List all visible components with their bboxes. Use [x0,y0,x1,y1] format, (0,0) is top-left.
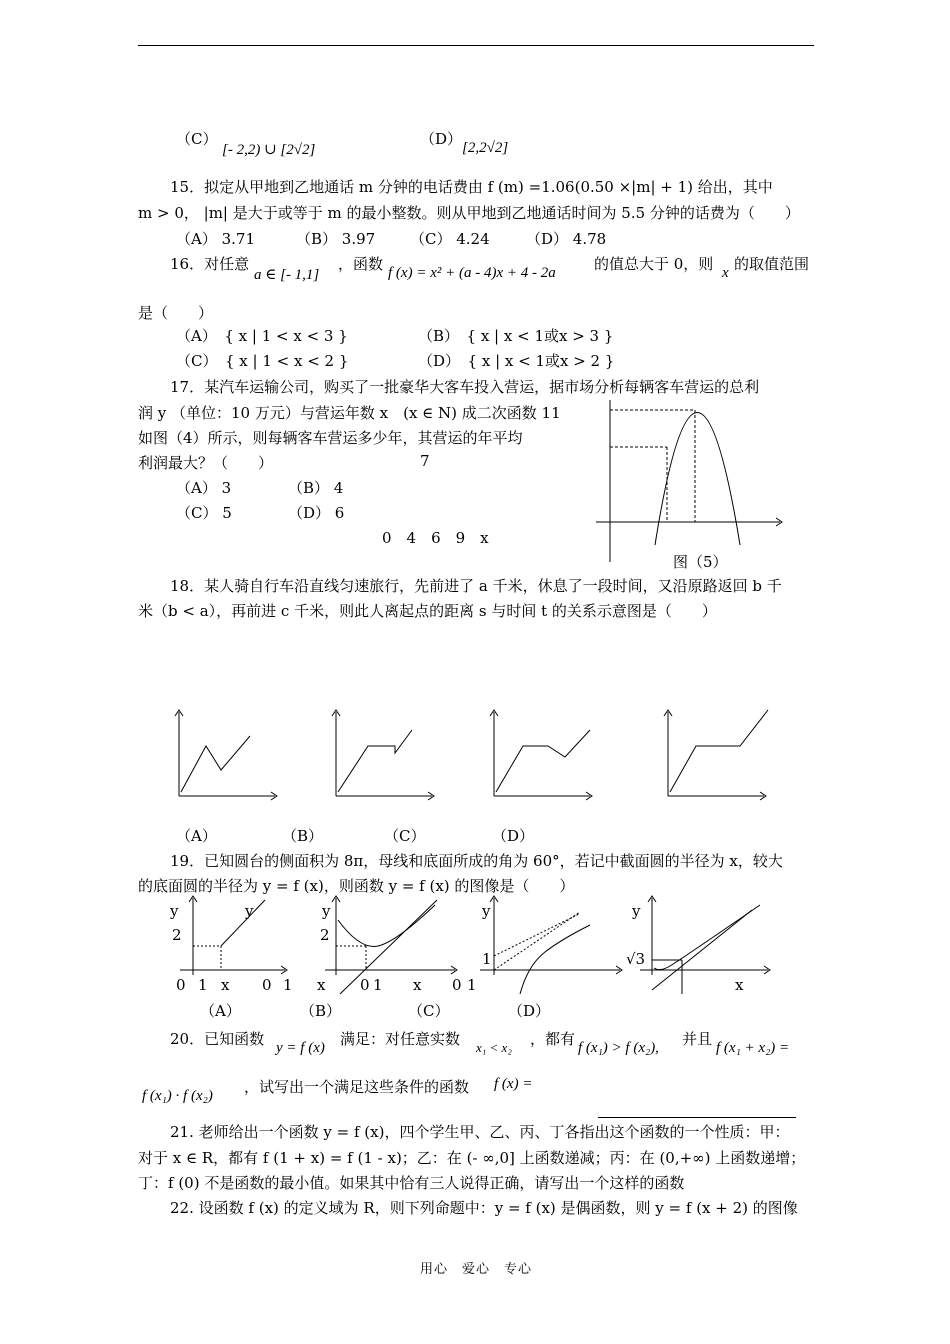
q14-option-c-expr: [- 2,2) ∪ [2√2] [222,142,316,158]
q17-option-a: （A） 3 [176,479,232,497]
q17-axis-labels: 0 4 6 9 x [382,529,489,547]
q19-label-d: （D） [508,1002,551,1020]
q16-option-d: （D） { x | x < 1或x > 2 } [418,352,615,370]
q19-line1: 19．已知圆台的侧面积为 8π，母线和底面所成的角为 60°，若记中截面圆的半径为 x，较大 [170,852,783,870]
q19-a-2: 2 [172,926,182,944]
q20-function: y = f (x) [276,1040,325,1056]
q21-answer-line [598,1117,796,1118]
q19-a-y: y [170,902,179,920]
q19-c-1b: 1 [467,976,477,994]
q19-label-a: （A） [200,1002,241,1020]
q19-b-1: 1 [283,976,293,994]
q16-option-b: （B） { x | x < 1或x > 3 } [418,327,614,345]
q20-text2: ，都有 [530,1030,576,1048]
q16-option-c: （C） { x | 1 < x < 2 } [176,352,349,370]
q18-label-d: （D） [492,827,535,845]
q15-line1: 15．拟定从甲地到乙地通话 m 分钟的电话费由 f (m) =1.06(0.50 ×|m| + 1) 给出，其中 [170,178,773,196]
q19-d-sqrt3: √3 [626,950,646,968]
q22-line1: 22. 设函数 f (x) 的定义域为 R，则下列命题中：y = f (x) 是偶函数，则 y = f (x + 2) 的图像 [170,1199,798,1217]
q19-a-0: 0 [176,976,186,994]
q19-b-1b: 1 [373,976,383,994]
page-footer: 用心 爱心 专心 [420,1262,533,1277]
q17-line4: 利润最大？（ ） [138,454,274,472]
q20-decreasing: f (x₁) > f (x₂), [578,1040,659,1056]
q17-figure-caption: 图（5） [673,553,728,571]
q20-prefix: 20．已知函数 [170,1030,265,1048]
q16-line2: 是（ ） [138,304,214,322]
q20-equation-right: f (x₁) · f (x₂) [142,1088,213,1104]
q21-line1: 21. 老师给出一个函数 y = f (x)，四个学生甲、乙、丙、丁各指出这个函数的一个性质：甲： [170,1123,790,1141]
q18-label-c: （C） [384,827,426,845]
q21-line3: 丁：f (0) 不是函数的最小值。如果其中恰有三人说得正确，请写出一个这样的函数 [138,1174,685,1192]
q17-line1: 17．某汽车运输公司，购买了一批豪华大客车投入营运，据市场分析每辆客车营运的总利 [170,378,760,396]
q15-option-c: （C） 4.24 [410,230,490,248]
q16-function-word: ，函数 [338,255,384,273]
q14-option-d-label: （D） [420,130,463,148]
q19-c-1: 1 [482,950,492,968]
q18-label-b: （B） [282,827,324,845]
q16-function: f (x) = x² + (a - 4)x + 4 - 2a [388,265,556,281]
q19-a-x: x [221,976,230,994]
q15-option-d: （D） 4.78 [526,230,607,248]
q15-line2: m > 0， |m| 是大于或等于 m 的最小整数。则从甲地到乙地通话时间为 5.5 分钟的话费为（ ） [138,204,800,222]
q19-b-x: x [317,976,326,994]
q20-inequality: x₁ < x₂ [476,1040,512,1055]
q19-d-x: x [735,976,744,994]
q19-c-y: y [482,902,491,920]
q14-option-c-label: （C） [176,130,218,148]
q17-option-b: （B） 4 [288,479,344,497]
q16-prefix: 16．对任意 [170,255,250,273]
q14-option-d-expr: [2,2√2] [462,140,509,156]
q19-b-2: 2 [320,926,330,944]
q18-line1: 18．某人骑自行车沿直线匀速旅行，先前进了 a 千米，休息了一段时间，又沿原路返回 b 千 [170,577,782,595]
q17-line2: 润 y （单位：10 万元）与营运年数 x (x ∈ N) 成二次函数 11 [138,404,561,422]
q17-option-d: （D） 6 [288,504,345,522]
q15-option-a: （A） 3.71 [176,230,255,248]
q19-b-0b: 0 [360,976,370,994]
q20-text1: 满足：对任意实数 [340,1030,461,1048]
q19-b-0: 0 [262,976,272,994]
q19-a-1: 1 [198,976,208,994]
q17-option-c: （C） 5 [176,504,232,522]
q19-a-y2: y [245,902,254,920]
q16-x: x [722,265,729,281]
q20-equation-left: f (x₁ + x₂) = [716,1040,790,1056]
q18-label-a: （A） [176,827,217,845]
q19-b-xb: x [413,976,422,994]
q18-line2: 米（b < a），再前进 c 千米，则此人离起点的距离 s 与时间 t 的关系示意图是（ ） [138,602,717,620]
q16-range: 的取值范围 [734,255,810,273]
q17-line3: 如图（4）所示，则每辆客车营运多少年，其营运的年平均 [138,429,523,447]
q19-c-0: 0 [452,976,462,994]
q20-and: 并且 [682,1030,713,1048]
q19-d-y: y [632,902,641,920]
q16-condition: a ∈ [- 1,1] [254,267,320,283]
q16-option-a: （A） { x | 1 < x < 3 } [176,327,348,345]
q17-label-7: 7 [420,452,430,470]
q19-label-c: （C） [408,1002,450,1020]
q19-line2: 的底面圆的半径为 y = f (x)，则函数 y = f (x) 的图像是（ ） [138,877,575,895]
q20-answer-prompt: f (x) = [494,1076,533,1092]
q15-option-b: （B） 3.97 [296,230,376,248]
q21-line2: 对于 x ∈ R，都有 f (1 + x) = f (1 - x)；乙：在 (- ∞,0] 上函数递减；丙：在 (0,+∞) 上函数递增； [138,1149,806,1167]
q20-question: ，试写出一个满足这些条件的函数 [244,1078,470,1096]
q19-label-b: （B） [300,1002,342,1020]
q19-b-y: y [322,902,331,920]
q16-text: 的值总大于 0，则 [594,255,714,273]
